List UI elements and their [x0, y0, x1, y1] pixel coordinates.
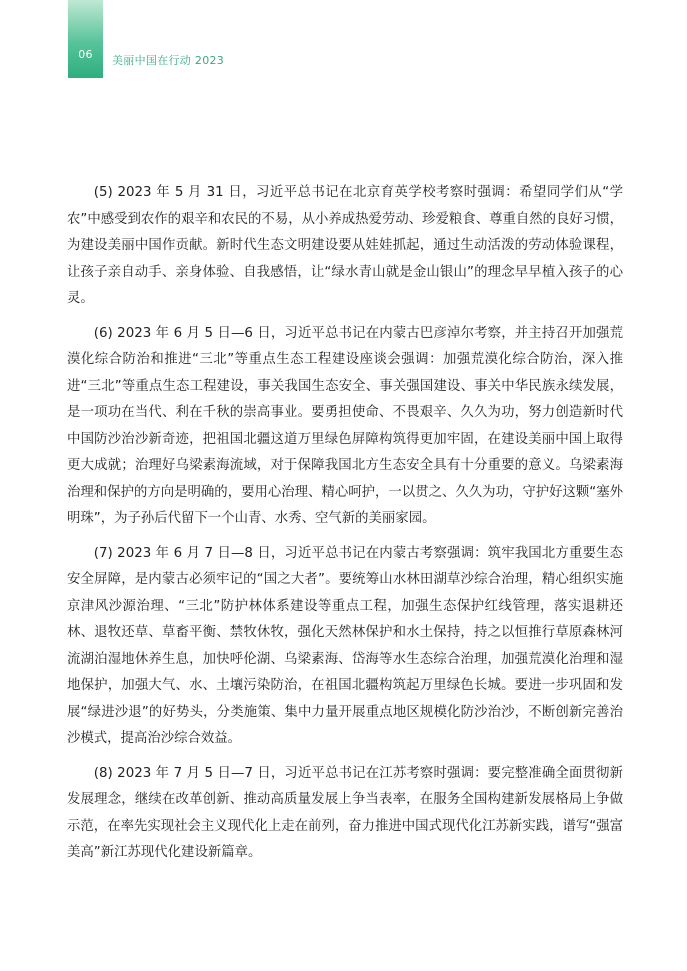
paragraph-item-8: (8) 2023 年 7 月 5 日—7 日，习近平总书记在江苏考察时强调：要完整准确全面贯彻新发展理念，继续在改革创新、推动高质量发展上争当表率，在服务全国构建新发展格局上争做示范，在率先实现社会主义现代化上走在前列，奋力推进中国式现代化江苏新实践，谱写“强富美高”新江苏现代化建设新篇章。 — [67, 765, 623, 860]
paragraph-item-7: (7) 2023 年 6 月 7 日—8 日，习近平总书记在内蒙古考察强调：筑牢我国北方重要生态安全屏障，是内蒙古必须牢记的“国之大者”。要统筹山水林田湖草沙综合治理，精心组织实施京津风沙源治理、“三北”防护林体系建设等重点工程，加强生态保护红线管理，落实退耕还林、退牧还草、草畜平衡、禁牧休牧，强化天然林保护和水土保持，持之以恒推行草原森林河流湖泊湿地休养生息，加快呼伦湖、乌梁素海、岱海等水生态综合治理，加强荒漠化治理和湿地保护，加强大气、水、土壤污染防治，在祖国北疆构筑起万里绿色长城。要进一步巩固和发展“绿进沙退”的好势头，分类施策、集中力量开展重点地区规模化防沙治沙，不断创新完善治沙模式，提高治沙综合效益。 — [67, 545, 623, 746]
page-number-tab — [68, 0, 103, 78]
page-number: 06 — [78, 48, 93, 61]
paragraph-item-6: (6) 2023 年 6 月 5 日—6 日，习近平总书记在内蒙古巴彦淖尔考察，并主持召开加强荒漠化综合防治和推进“三北”等重点生态工程建设座谈会强调：加强荒漠化综合防治，深入推进“三北”等重点生态工程建设，事关我国生态安全、事关强国建设、事关中华民族永续发展，是一项功在当代、利在千秋的崇高事业。要勇担使命、不畏艰辛、久久为功，努力创造新时代中国防沙治沙新奇迹，把祖国北疆这道万里绿色屏障构筑得更加牢固，在建设美丽中国上取得更大成就；治理好乌梁素海流域，对于保障我国北方生态安全具有十分重要的意义。乌梁素海治理和保护的方向是明确的，要用心治理、精心呵护，一以贯之、久久为功，守护好这颗“塞外明珠”，为子孙后代留下一个山青、水秀、空气新的美丽家园。 — [67, 325, 623, 526]
paragraph-item-5: (5) 2023 年 5 月 31 日，习近平总书记在北京育英学校考察时强调：希望同学们从“学农”中感受到农作的艰辛和农民的不易，从小养成热爱劳动、珍爱粮食、尊重自然的良好习惯，为建设美丽中国作贡献。新时代生态文明建设要从娃娃抓起，通过生动活泼的劳动体验课程，让孩子亲自动手、亲身体验、自我感悟，让“绿水青山就是金山银山”的理念早早植入孩子的心灵。 — [67, 185, 623, 306]
running-title: 美丽中国在行动 2023 — [112, 54, 225, 67]
body-text — [67, 180, 623, 875]
